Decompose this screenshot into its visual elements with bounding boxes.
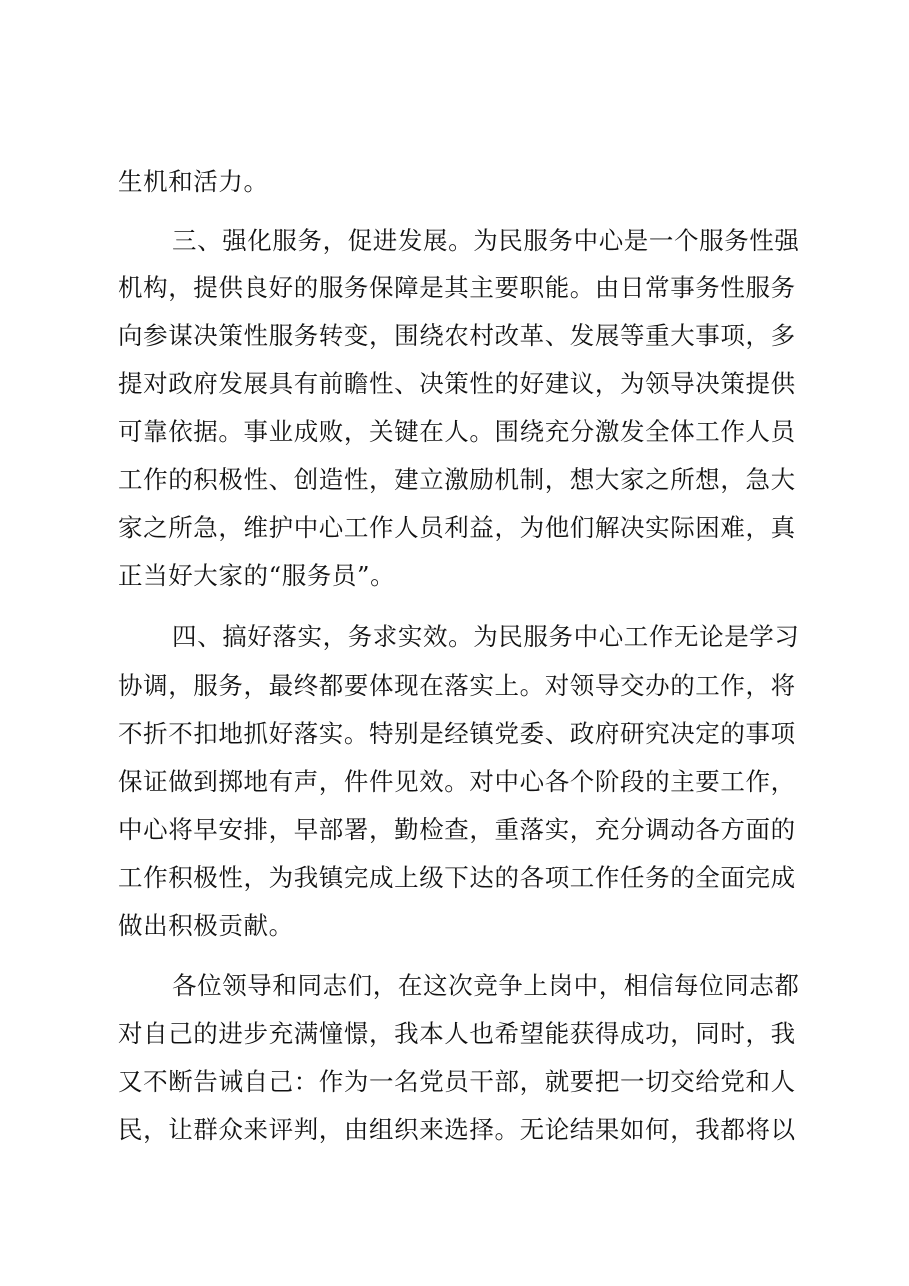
paragraph-line: 又不断告诫自己：作为一名党员干部，就要把一切交给党和人	[118, 1067, 796, 1096]
paragraph-line: 民，让群众来评判，由组织来选择。无论结果如何，我都将以	[118, 1115, 796, 1144]
paragraph-line: 中心将早安排，早部署，勤检查，重落实，充分调动各方面的	[118, 815, 796, 844]
paragraph-line: 各位领导和同志们，在这次竞争上岗中，相信每位同志都	[172, 971, 800, 1000]
paragraph-line: 机构，提供良好的服务保障是其主要职能。由日常事务性服务	[118, 273, 796, 302]
paragraph-line: 向参谋决策性服务转变，围绕农村改革、发展等重大事项，多	[118, 321, 796, 350]
paragraph-line: 不折不扣地抓好落实。特别是经镇党委、政府研究决定的事项	[118, 719, 796, 748]
paragraph-line: 工作的积极性、创造性，建立激励机制，想大家之所想，急大	[118, 465, 796, 494]
paragraph-line: 正当好大家的“服务员”。	[118, 561, 396, 590]
paragraph-line: 工作积极性，为我镇完成上级下达的各项工作任务的全面完成	[118, 863, 796, 892]
paragraph-line: 保证做到掷地有声，件件见效。对中心各个阶段的主要工作，	[118, 767, 796, 796]
paragraph-line: 对自己的进步充满憧憬，我本人也希望能获得成功，同时，我	[118, 1019, 796, 1048]
paragraph-line: 家之所急，维护中心工作人员利益，为他们解决实际困难，真	[118, 513, 796, 542]
paragraph-line: 三、强化服务，促进发展。为民服务中心是一个服务性强	[172, 226, 800, 255]
paragraph-line: 生机和活力。	[118, 167, 269, 196]
paragraph-line: 四、搞好落实，务求实效。为民服务中心工作无论是学习	[172, 622, 800, 651]
paragraph-line: 做出积极贡献。	[118, 911, 294, 940]
paragraph-line: 协调，服务，最终都要体现在落实上。对领导交办的工作，将	[118, 671, 796, 700]
paragraph-line: 可靠依据。事业成败，关键在人。围绕充分激发全体工作人员	[118, 417, 796, 446]
paragraph-line: 提对政府发展具有前瞻性、决策性的好建议，为领导决策提供	[118, 369, 796, 398]
